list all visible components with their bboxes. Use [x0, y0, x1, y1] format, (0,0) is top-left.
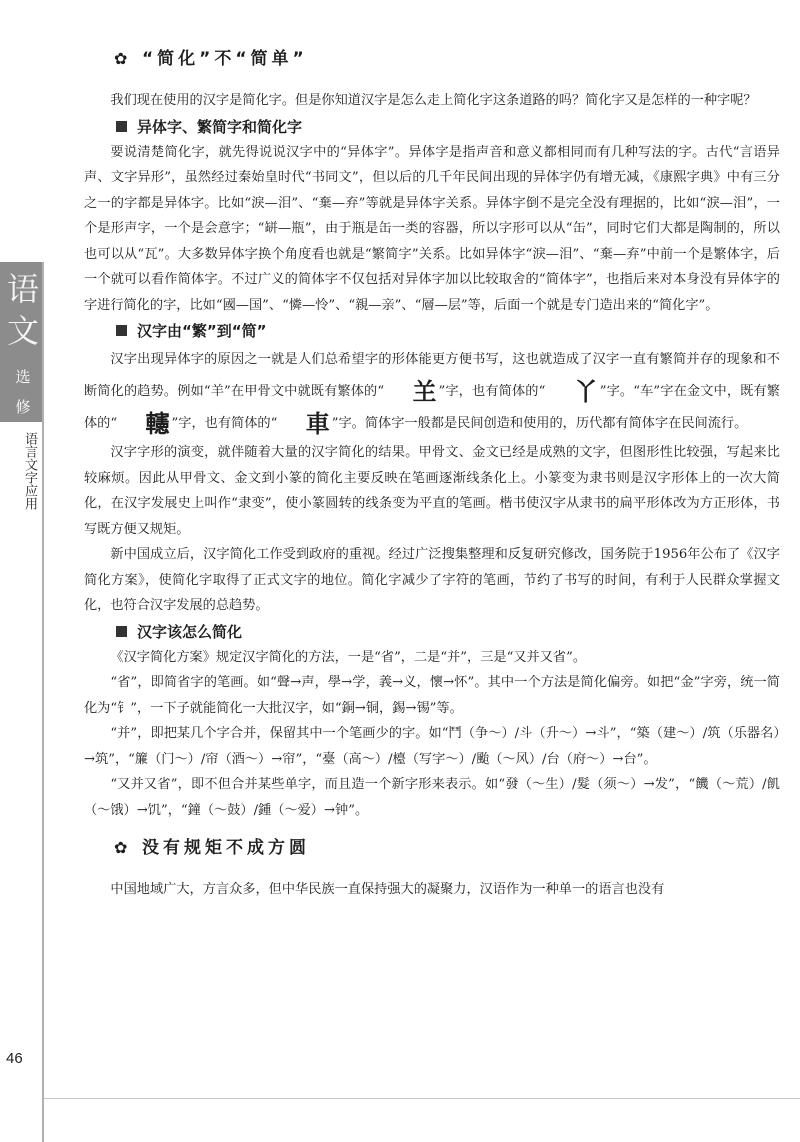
sidebar-divider [42, 262, 44, 1142]
oracle-yang-complex-glyph: 𦍌 [412, 378, 437, 406]
script-evolution-paragraph: 汉字字形的演变，就伴随着大量的汉字简化的结果。甲骨文、金文已经是成熟的文字，但图形性比较强，写起来比较麻烦。因此从甲骨文、金文到小篆的简化主要反映在笔画逐渐线条化上。小篆变为隶书则是汉字形体上的一次大简化，在汉字发展史上叫作“隶变”，使小篆圆转的线条变为平直的笔画。楷书使汉字从隶书的扁平形体改为方正形体，书写既方便又规矩。 [84, 445, 780, 537]
section-heading-1 [114, 44, 780, 74]
oracle-yang-simple-glyph: 丫 [573, 378, 598, 406]
text-run: 汉字出现异体字的原因之一就是人们总希望字的形体能更方便书写，这也就造成了汉字一直有繁简并存的现象和不断简化的趋势。例如“羊”在甲骨文中就既有繁体的“ [84, 352, 780, 399]
variant-chars-paragraph: 要说清楚简化字，就先得说说汉字中的“异体字”。异体字是指声音和意义都相同而有几种写法的字。古代“言语异声、文字异形”，虽然经过秦始皇时代“书同文”，但以后的几千年民间出现的异体字仍有增无减，《康熙字典》中有三分之一的字都是异体字。比如“淚—泪”、“棄—弃”等就是异体字关系。异体字倒不是完全没有理据的，比如“淚—泪”，一个是形声字，一个是会意字；“缾—瓶”，由于瓶是缶一类的容器，所以字形可以从“缶”，同时它们大都是陶制的，所以也可以从“瓦”。大多数异体字换个角度看也就是“繁简字”关系。比如异体字“淚—泪”、“棄—弃”中前一个是繁体字，后一个就可以看作简体字。不过广义的简体字不仅包括对异体字加以比较取舍的“简体字”，也指后来对本身没有异体字的字进行简化的字，比如“國—国”、“憐—怜”、“親—亲”、“層—层”等，后面一个就是专门造出来的“简化字”。 [84, 144, 780, 313]
sidebar-char-1: 语 [6, 270, 39, 308]
merge-paragraph: “并”，即把某几个字合并，保留其中一个笔画少的字。如“鬥（争～）/斗（升～）→斗”，“築（建～）/筑（乐器名）→筑”，“簾（门～）/帘（酒～）→帘”，“臺（高～）/檯（写字～）/颱（～风）/台（府～）→台”。 [84, 726, 780, 767]
subheading-1 [116, 114, 780, 140]
sidebar-small-2: 修 [15, 398, 31, 416]
text-run: ”字。简体字一般都是民间创造和使用的，历代都有简体字在民间流行。 [331, 416, 748, 431]
dialect-paragraph: 中国地域广大，方言众多，但中华民族一直保持强大的凝聚力，汉语作为一种单一的语言也没有 [110, 882, 665, 897]
text-run: “ [538, 384, 546, 399]
text-run: ”字。“车”字在金文中，既有繁体的“ [84, 384, 780, 431]
text-run: ”字，也有简体的“ [171, 416, 278, 431]
sidebar-tab [0, 262, 44, 422]
section-heading-2 [114, 833, 780, 863]
page-number: 46 [6, 1050, 23, 1067]
sidebar-small-1: 选 [15, 368, 31, 386]
bottom-rule [44, 1098, 800, 1099]
bronze-che-complex-glyph: 𨏥 [145, 410, 170, 438]
omit-paragraph: “省”，即简省字的笔画。如“聲→声，學→学，義→义，懷→怀”。其中一个方法是简化偏旁。如把“金”字旁，统一简化为“钅”，一下子就能简化一大批汉字，如“銅→铜，錫→锡”等。 [84, 675, 780, 716]
intro-paragraph: 我们现在使用的汉字是简化字。但是你知道汉字是怎么走上简化字这条道路的吗？简化字又是怎样的一种字呢？ [110, 93, 757, 108]
page-content [84, 44, 780, 903]
section-title-2: 没有规矩不成方圆 [142, 838, 310, 858]
subheading-3 [116, 619, 780, 645]
section-title-1: “简化”不“简单” [142, 49, 308, 69]
text-run: ”字，也有简体的 [438, 384, 539, 399]
square-bullet-icon [116, 626, 127, 637]
flower-icon: ✿ [114, 49, 128, 68]
new-china-paragraph: 新中国成立后，汉字简化工作受到政府的重视。经过广泛搜集整理和反复研究修改，国务院于1956年公布了《汉字简化方案》，使简化字取得了正式文字的地位。简化字减少了字符的笔画，节约了书写的时间，有利于人民群众掌握文化，也符合汉字发展的总趋势。 [84, 547, 780, 613]
flower-icon: ✿ [114, 838, 128, 857]
simplification-trend-paragraph [84, 344, 780, 440]
subheading-2-title: 汉字由“繁”到“简” [137, 322, 267, 340]
subheading-2 [116, 318, 780, 344]
square-bullet-icon [116, 325, 127, 336]
methods-paragraph: 《汉字简化方案》规定汉字简化的方法，一是“省”，二是“并”，三是“又并又省”。 [110, 649, 587, 665]
sidebar-char-2: 文 [6, 312, 39, 350]
subheading-1-title: 异体字、繁简字和简化字 [137, 117, 303, 136]
square-bullet-icon [116, 121, 127, 132]
sidebar-vertical-label: 语言文字应用 [22, 432, 37, 510]
bronze-che-simple-glyph: 車 [305, 410, 330, 438]
subheading-3-title: 汉字该怎么简化 [137, 622, 243, 641]
merge-omit-paragraph: “又并又省”，即不但合并某些单字，而且造一个新字形来表示。如“發（～生）/髮（须～）→发”，“饑（～荒）/飢（～饿）→饥”，“鐘（～鼓）/鍾（～爱）→钟”。 [84, 777, 780, 818]
